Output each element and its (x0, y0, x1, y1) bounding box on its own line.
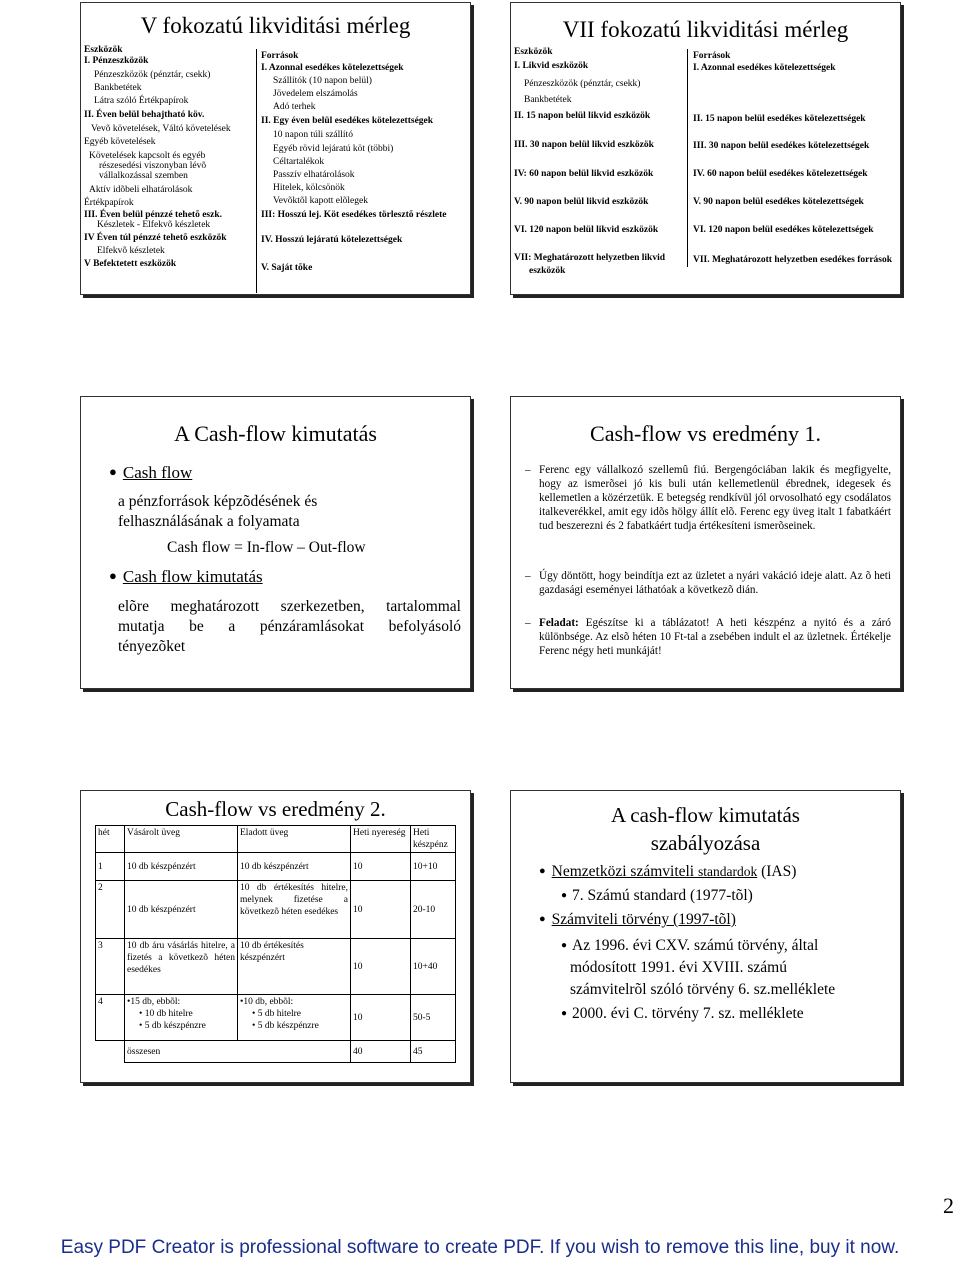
asset-line: Egyéb követelések (84, 137, 156, 147)
bullet-text: Nemzetközi számviteli (551, 863, 698, 880)
cell: 50-5 (411, 995, 456, 1041)
divider (687, 49, 688, 267)
asset-line: I. Pénzeszközök (84, 56, 149, 66)
cell: 10 db készpénzért (238, 853, 351, 881)
table-row (96, 939, 456, 995)
cell: 45 (411, 1041, 456, 1063)
asset-line: Pénzeszközök (pénztár, csekk) (94, 70, 211, 80)
cell: 10 (351, 853, 411, 881)
header-cell: hét (96, 826, 125, 853)
liability-line: Hitelek, kölcsönök (273, 183, 345, 193)
asset-line: IV Éven túl pénzzé tehetõ eszközök (84, 233, 227, 243)
asset-line: részesedési viszonyban lévõ (99, 161, 207, 171)
weekly-table (95, 825, 456, 1063)
table-total-row (96, 1041, 456, 1063)
bullet-text: Számviteli törvény (1997-tõl) (551, 911, 736, 928)
cell: 10 db készpénzért (125, 881, 238, 939)
asset-line: II. 15 napon belül likvid eszközök (514, 111, 651, 121)
task-label: Feladat: (539, 617, 579, 629)
cell: összesen (125, 1041, 351, 1063)
slide-title: VII fokozatú likviditási mérleg (562, 17, 849, 42)
cell (96, 1041, 125, 1063)
slide-title: A Cash-flow kimutatás (174, 421, 377, 446)
watermark-footer: Easy PDF Creator is professional software to create PDF. If you wish to remove this line, buy it now. (60, 1237, 900, 1258)
bullet-continuation: módosított 1991. évi XVIII. számú (570, 959, 787, 976)
bullet-cash-flow: ● Cash flow (109, 463, 193, 482)
cell-line: •15 db, ebbõl: (127, 997, 181, 1007)
asset-line: V Befektetett eszközök (84, 259, 177, 269)
slide-cash-flow-kimutatas (80, 396, 471, 689)
slide-vii-fokozatu-merleg (510, 2, 901, 295)
liabilities-header: Források (261, 51, 299, 61)
cell: 10+40 (411, 939, 456, 995)
cell-line: • 5 db készpénzre (252, 1021, 319, 1031)
asset-line: III. 30 napon belül likvid eszközök (514, 140, 654, 150)
asset-line: II. Éven belül behajtható köv. (84, 110, 205, 120)
slide-cash-flow-vs-eredmeny-1 (510, 396, 901, 689)
liabilities-header: Források (693, 51, 731, 61)
bullet-cash-flow-kimutatas: ● Cash flow kimutatás (109, 567, 263, 586)
liability-line: II. 15 napon belül esedékes kötelezettségek (693, 114, 866, 124)
story-item: – Ferenc egy vállalkozó szellemû fiú. Bergengóciában lakik és megfigyelte, hogy az ismerõsei jó kis buli után kellemetlenül ébrednek, idegesek és kellemetlen a közérzetük. E betegség rendkívül jól orvosolható egy csodálatos italkeverékkel, amit egy idõs hölgy állít elõ. Ferenc egy üveg italt 1 fabatkáért tud beszerezni és 2 fabatkáért tudja értékesíteni ismerõseinek. (525, 464, 891, 532)
liability-line: III. 30 napon belül esedékes kötelezettségek (693, 141, 870, 151)
asset-line: Elfekvõ készletek (97, 246, 165, 256)
asset-line: Készletek - Elfekvõ készletek (97, 220, 211, 230)
bullet-text: Cash flow kimutatás (122, 567, 263, 586)
liability-line: Egyéb rövid lejáratú köt (többi) (273, 144, 394, 154)
bullet-2000-torveny: ● 2000. évi C. törvény 7. sz. melléklete (561, 1005, 804, 1022)
liability-line: Adó terhek (273, 102, 316, 112)
bullet-nemzetkozi: ● Nemzetközi számviteli standardok (IAS) (539, 863, 797, 880)
liability-line: VII. Meghatározott helyzetben esedékes források (693, 255, 893, 265)
asset-line: vállalkozással szemben (99, 171, 188, 181)
cell: 10 db készpénzért (125, 853, 238, 881)
bullet-text: standardok (698, 864, 758, 879)
liability-line: I. Azonnal esedékes kötelezettségek (693, 63, 836, 73)
story-text: Úgy döntött, hogy beindítja ezt az üzletet a nyári vakáció ideje alatt. Az õ heti gazdasági eseményei láthatóak a következõ dián. (539, 570, 891, 596)
slide-title: Cash-flow vs eredmény 1. (590, 421, 821, 446)
table-row (96, 853, 456, 881)
formula: Cash flow = In-flow – Out-flow (167, 539, 366, 556)
bullet-standard-7: ● 7. Számú standard (1977-tõl) (561, 887, 753, 904)
cell: 10 (351, 881, 411, 939)
header-cell: Vásárolt üveg (125, 826, 238, 853)
header-cell: Heti készpénz (411, 826, 456, 853)
cell-line: •10 db, ebbõl: (240, 997, 294, 1007)
asset-line: VI. 120 napon belül likvid eszközök (514, 225, 659, 235)
bullet-text: 7. Számú standard (1977-tõl) (572, 887, 753, 904)
bullet-1996-torveny: ● Az 1996. évi CXV. számú törvény, által (561, 937, 819, 954)
cell: 10 (351, 995, 411, 1041)
bullet-text: (IAS) (757, 863, 797, 880)
cell-line: • 10 db hitelre (139, 1009, 193, 1019)
definition-line: tényezõket (118, 638, 186, 655)
cell (238, 995, 351, 1041)
cell: 4 (96, 995, 125, 1041)
liability-line: Jövedelem elszámolás (273, 89, 358, 99)
bullet-szamviteli-torveny: ● Számviteli törvény (1997-tõl) (539, 911, 736, 928)
bullet-text: Cash flow (122, 463, 193, 482)
asset-line: Értékpapírok (84, 198, 134, 208)
liability-line: VI. 120 napon belül esedékes kötelezettségek (693, 225, 874, 235)
asset-line: VII: Meghatározott helyzetben likvid (514, 253, 666, 263)
bullet-text: Az 1996. évi CXV. számú törvény, által (572, 937, 819, 954)
bullet-continuation: számvitelrõl szóló törvény 6. sz.melléklete (570, 981, 836, 998)
header-cell: Eladott üveg (238, 826, 351, 853)
slide-cash-flow-szabalyozasa (510, 790, 901, 1083)
asset-line: Vevõ követelések, Váltó követelések (91, 124, 231, 134)
asset-line: Aktív idõbeli elhatárolások (89, 185, 193, 195)
assets-header: Eszközök (84, 45, 123, 55)
cell-line: • 5 db hitelre (252, 1009, 301, 1019)
slide-title-line2: szabályozása (650, 831, 761, 855)
liability-line: 10 napon túli szállító (273, 130, 353, 140)
liability-line: V. 90 napon belül esedékes kötelezettségek (693, 197, 864, 207)
assets-header: Eszközök (514, 47, 553, 57)
task-item: – Feladat: Egészítse ki a táblázatot! A heti készpénz a nyitó és a záró különbsége. Az elsõ héten 10 Ft-tal a zsebében indult el az üzletnek. Értékelje Ferenc négy heti munkáját! (525, 617, 891, 657)
divider (256, 49, 257, 293)
liability-line: II. Egy éven belül esedékes kötelezettségek (261, 116, 434, 126)
definition-line: mutatja be a pénzáramlásokat befolyásoló (118, 618, 461, 635)
asset-line: IV: 60 napon belül likvid eszközök (514, 169, 654, 179)
cell: 2 (96, 881, 125, 939)
asset-line: Bankbetétek (524, 95, 572, 105)
slide-title: Cash-flow vs eredmény 2. (165, 797, 386, 821)
table-row (96, 995, 456, 1041)
table-row (96, 881, 456, 939)
slide-title: V fokozatú likviditási mérleg (140, 13, 411, 38)
asset-line: III. Éven belül pénzzé tehetõ eszk. (84, 210, 223, 220)
slide-title-line1: A cash-flow kimutatás (611, 803, 800, 827)
liability-line: Céltartalékok (273, 157, 325, 167)
liability-line: Szállítók (10 napon belül) (273, 76, 372, 86)
cell (125, 995, 238, 1041)
definition-line: felhasználásának a folyamata (118, 513, 300, 530)
asset-line: Látra szóló Értékpapírok (94, 96, 189, 106)
cell: 10 db áru vásárlás hitelre, a fizetés a következõ héten esedékes (125, 939, 238, 995)
page-number: 2 (943, 1193, 954, 1218)
asset-line: Pénzeszközök (pénztár, csekk) (524, 79, 641, 89)
cell: 10 (351, 939, 411, 995)
liability-line: III: Hosszú lej. Köt esedékes törlesztõ részlete (261, 210, 447, 220)
story-text: Ferenc egy vállalkozó szellemû fiú. Bergengóciában lakik és megfigyelte, hogy az ismerõsei jó kis buli után kellemetlenül ébrednek, idegesek és kellemetlen a közérzetük. E betegség rendkívül jól orvosolható egy csodálatos italkeverékkel, amit egy idõs hölgy állít elõ. Ferenc egy üveg italt 1 fabatkáért tud beszerezni és 2 fabatkáért tudja értékesíteni ismerõseinek. (539, 464, 891, 532)
asset-line: Bankbetétek (94, 83, 142, 93)
asset-line: V. 90 napon belül likvid eszközök (514, 197, 649, 207)
slide-v-fokozatu-merleg (80, 2, 471, 295)
header-cell: Heti nyereség (351, 826, 411, 853)
task-text: Feladat: Egészítse ki a táblázatot! A heti készpénz a nyitó és a záró különbsége. Az elsõ héten 10 Ft-tal a zsebében indult el az üzletnek. Értékelje Ferenc négy heti munkáját! (539, 617, 891, 657)
cell: 1 (96, 853, 125, 881)
liability-line: Vevõktõl kapott elõlegek (273, 196, 368, 206)
story-item: – Úgy döntött, hogy beindítja ezt az üzletet a nyári vakáció ideje alatt. Az õ heti gazdasági eseményei láthatóak a következõ dián. (525, 570, 891, 596)
bullet-text: 2000. évi C. törvény 7. sz. melléklete (572, 1005, 804, 1022)
cell: 10 db értékesítés hitelre, melynek fizetése a következõ héten esedékes (238, 881, 351, 939)
cell: 10 db értékesítés készpénzért (238, 939, 351, 995)
liability-line: V. Saját tõke (261, 263, 313, 273)
definition-line: elõre meghatározott szerkezetben, tartalommal (118, 598, 461, 615)
liability-line: IV. Hosszú lejáratú kötelezettségek (261, 235, 403, 245)
cell: 20-10 (411, 881, 456, 939)
slide-cash-flow-vs-eredmeny-2 (80, 790, 471, 1083)
cell: 40 (351, 1041, 411, 1063)
asset-line: Követelések kapcsolt és egyéb (89, 151, 206, 161)
asset-line: eszközök (529, 266, 566, 276)
liability-line: IV. 60 napon belül esedékes kötelezettségek (693, 169, 868, 179)
asset-line: I. Likvid eszközök (514, 61, 589, 71)
cell-line: • 5 db készpénzre (139, 1021, 206, 1031)
cell: 3 (96, 939, 125, 995)
liability-line: I. Azonnal esedékes kötelezettségek (261, 63, 404, 73)
liability-line: Passzív elhatárolások (273, 170, 355, 180)
definition-line: a pénzforrások képzõdésének és (118, 493, 318, 510)
table-header-row (96, 826, 456, 853)
cell: 10+10 (411, 853, 456, 881)
